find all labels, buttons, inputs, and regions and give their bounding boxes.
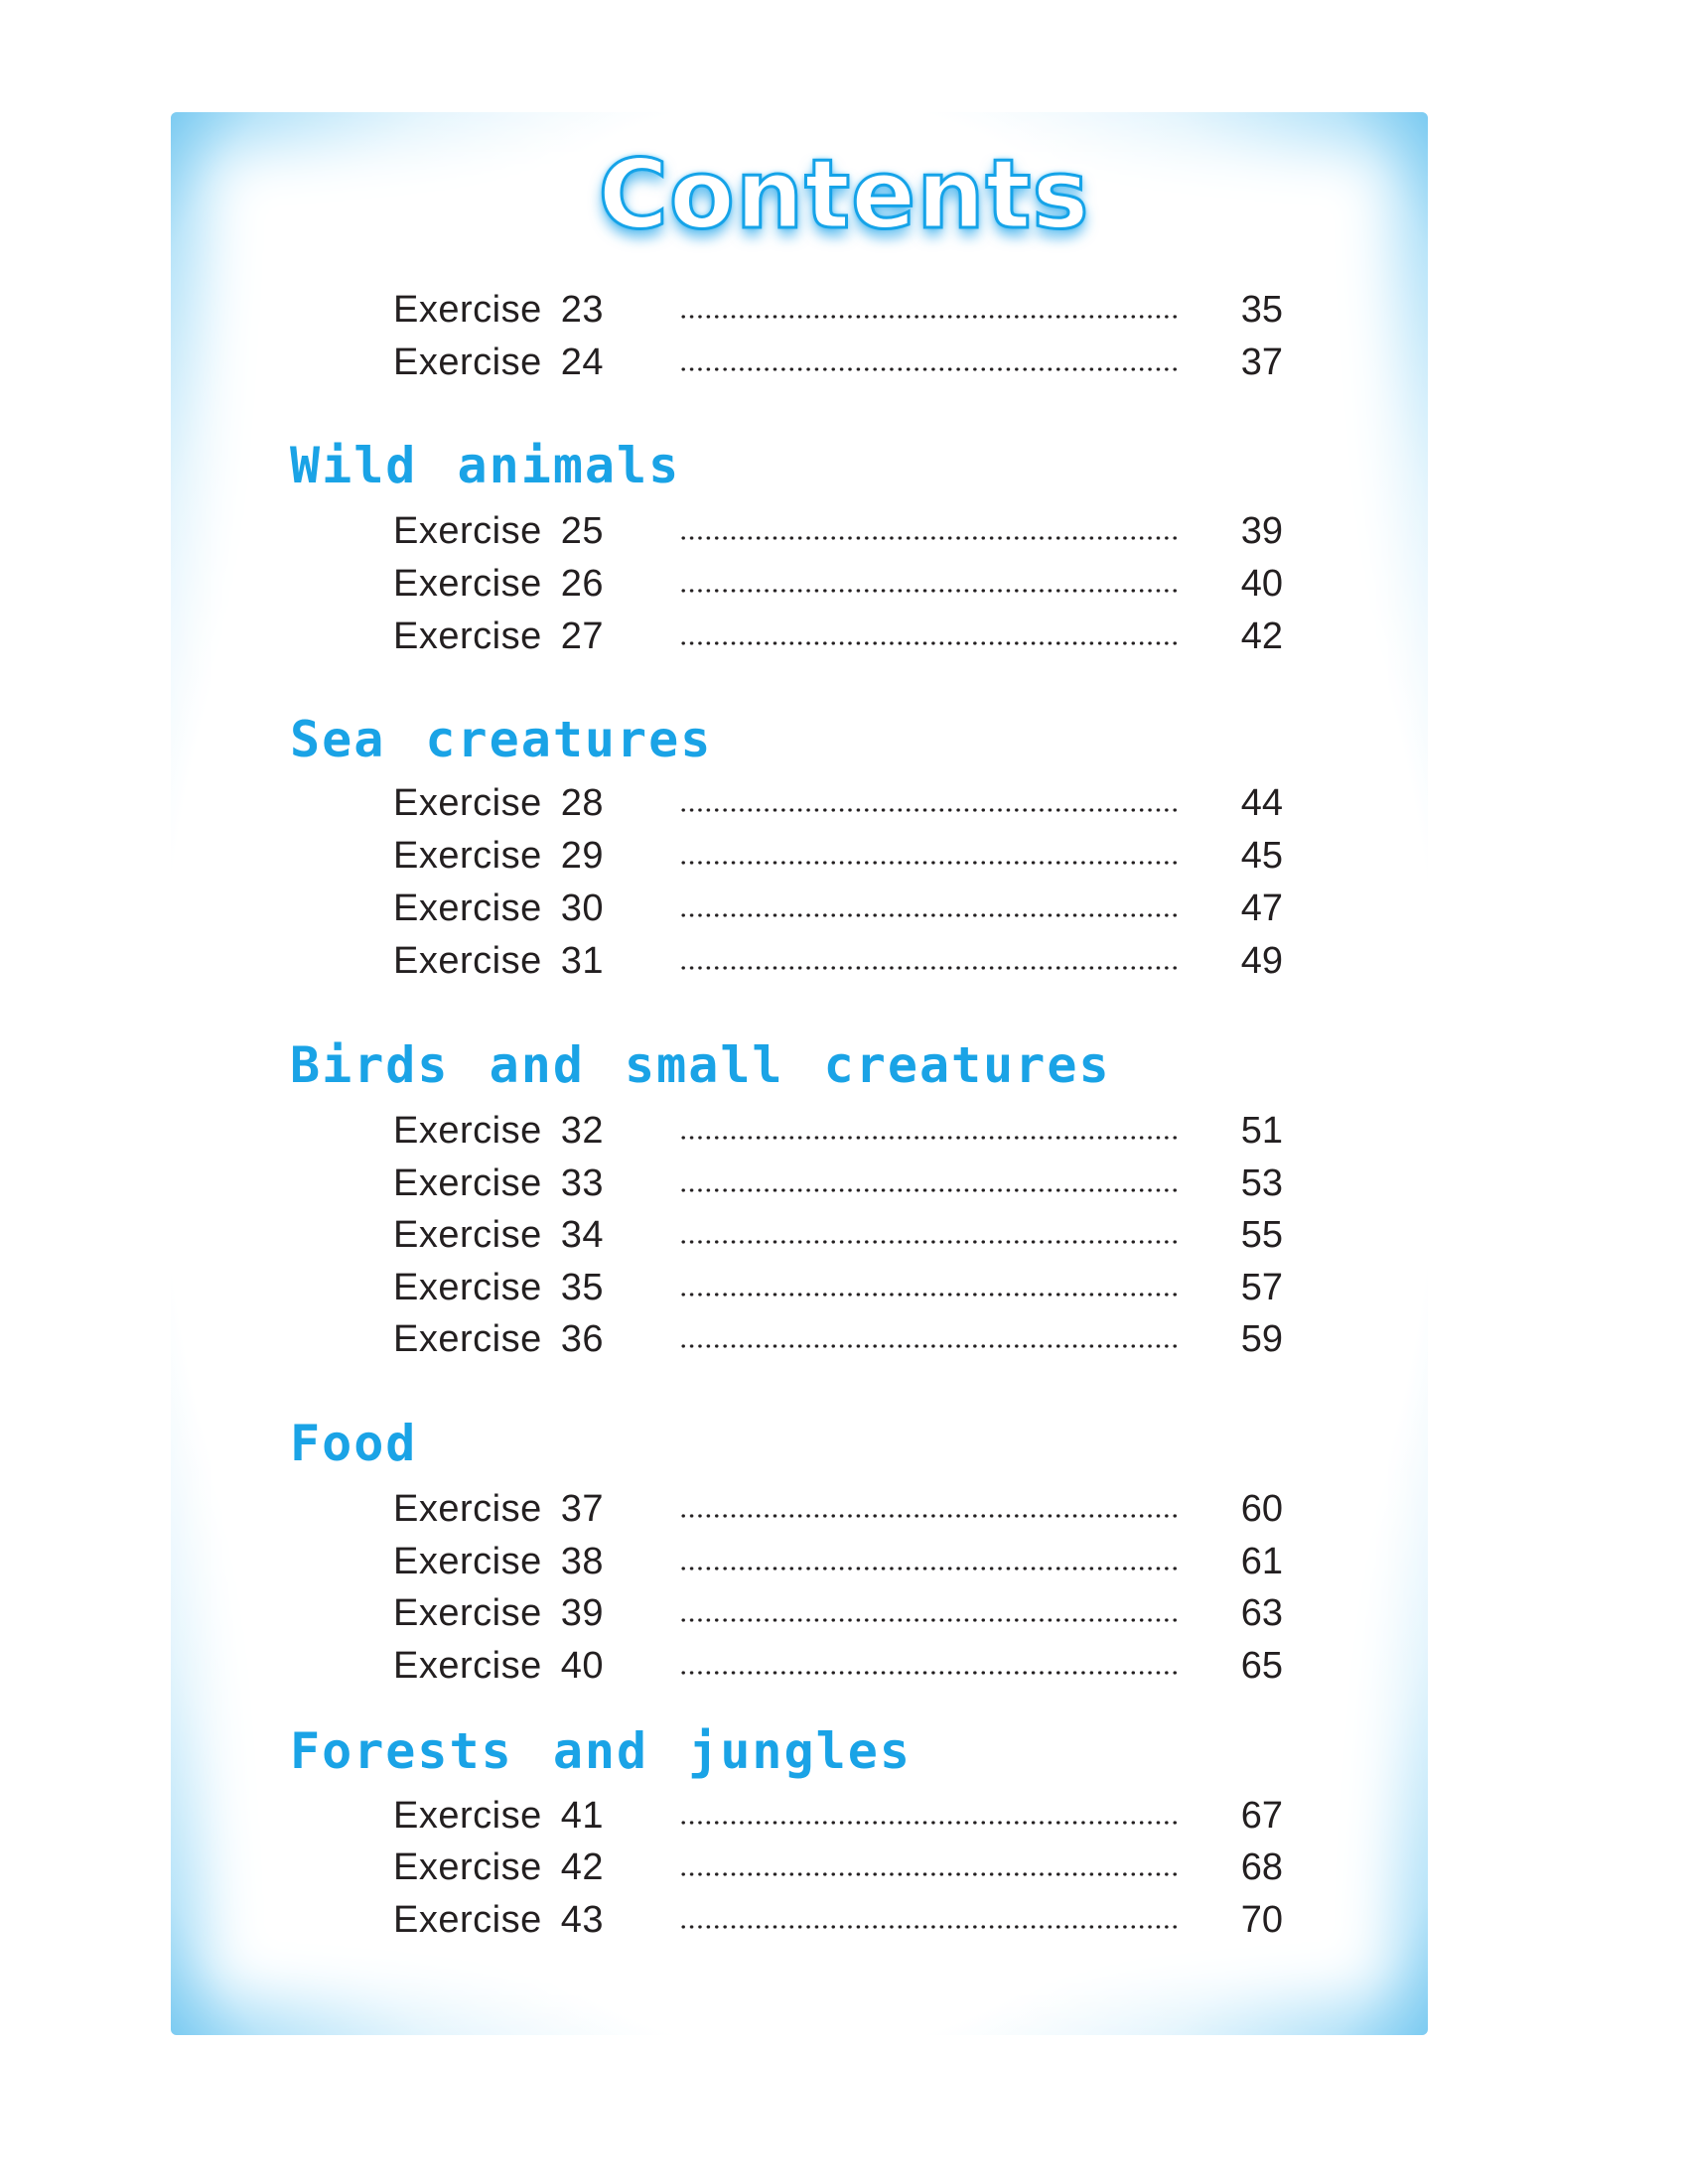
entry-page: 37 <box>1240 341 1283 383</box>
entry-label: Exercise 41 <box>393 1795 605 1837</box>
entry-page: 59 <box>1240 1318 1283 1360</box>
entry-page: 68 <box>1240 1846 1283 1888</box>
dot-leader <box>679 913 1180 917</box>
toc-entry[interactable] <box>393 1645 1287 1698</box>
toc-entry[interactable] <box>393 563 1287 615</box>
section-heading-food: Food <box>290 1415 418 1472</box>
section-heading-sea-creatures: Sea creatures <box>290 711 713 768</box>
toc-entry[interactable] <box>393 1488 1287 1541</box>
toc-entry[interactable] <box>393 1110 1287 1162</box>
entry-label: Exercise 42 <box>393 1846 605 1888</box>
dot-leader <box>679 966 1180 970</box>
entry-page: 67 <box>1240 1795 1283 1837</box>
entry-label: Exercise 35 <box>393 1267 605 1308</box>
toc-entry[interactable] <box>393 1267 1287 1319</box>
dot-leader <box>679 1514 1180 1518</box>
dot-leader <box>679 1136 1180 1140</box>
toc-entry[interactable] <box>393 341 1287 394</box>
dot-leader <box>679 589 1180 593</box>
entry-page: 40 <box>1240 563 1283 605</box>
entry-label: Exercise 27 <box>393 615 605 657</box>
entry-label: Exercise 33 <box>393 1162 605 1204</box>
dot-leader <box>679 641 1180 645</box>
dot-leader <box>679 315 1180 319</box>
entry-page: 70 <box>1240 1899 1283 1941</box>
toc-entry[interactable] <box>393 1795 1287 1847</box>
entry-label: Exercise 31 <box>393 940 605 982</box>
entry-page: 44 <box>1240 782 1283 824</box>
toc-entry[interactable] <box>393 1162 1287 1215</box>
dot-leader <box>679 1188 1180 1192</box>
dot-leader <box>679 1872 1180 1876</box>
toc-entry[interactable] <box>393 1541 1287 1593</box>
entry-label: Exercise 39 <box>393 1592 605 1634</box>
entry-label: Exercise 26 <box>393 563 605 605</box>
dot-leader <box>679 1567 1180 1570</box>
entry-label: Exercise 24 <box>393 341 605 383</box>
entry-label: Exercise 28 <box>393 782 605 824</box>
entry-label: Exercise 43 <box>393 1899 605 1941</box>
entry-label: Exercise 23 <box>393 289 605 331</box>
entry-page: 55 <box>1240 1214 1283 1256</box>
entry-label: Exercise 25 <box>393 510 605 552</box>
entry-page: 65 <box>1240 1645 1283 1687</box>
entry-page: 45 <box>1240 835 1283 877</box>
toc-entry[interactable] <box>393 1214 1287 1267</box>
dot-leader <box>679 1240 1180 1244</box>
toc-entry[interactable] <box>393 1846 1287 1899</box>
entry-page: 53 <box>1240 1162 1283 1204</box>
dot-leader <box>679 1618 1180 1622</box>
dot-leader <box>679 367 1180 371</box>
entry-label: Exercise 38 <box>393 1541 605 1582</box>
section-heading-wild-animals: Wild animals <box>290 437 681 494</box>
entry-label: Exercise 32 <box>393 1110 605 1152</box>
toc-entry[interactable] <box>393 615 1287 668</box>
entry-page: 49 <box>1240 940 1283 982</box>
dot-leader <box>679 1821 1180 1825</box>
dot-leader <box>679 536 1180 540</box>
dot-leader <box>679 1293 1180 1297</box>
toc-entry[interactable] <box>393 887 1287 940</box>
entry-page: 63 <box>1240 1592 1283 1634</box>
toc-entry[interactable] <box>393 1899 1287 1952</box>
entry-page: 39 <box>1240 510 1283 552</box>
entry-page: 61 <box>1240 1541 1283 1582</box>
page-title: Contents <box>598 139 1090 250</box>
entry-page: 35 <box>1240 289 1283 331</box>
entry-label: Exercise 40 <box>393 1645 605 1687</box>
entry-page: 60 <box>1240 1488 1283 1530</box>
toc-entry[interactable] <box>393 940 1287 993</box>
entry-label: Exercise 36 <box>393 1318 605 1360</box>
toc-entry[interactable] <box>393 835 1287 887</box>
entry-label: Exercise 30 <box>393 887 605 929</box>
section-heading-forests: Forests and jungles <box>290 1722 912 1780</box>
entry-page: 51 <box>1240 1110 1283 1152</box>
entry-page: 57 <box>1240 1267 1283 1308</box>
toc-entry[interactable] <box>393 782 1287 835</box>
dot-leader <box>679 861 1180 865</box>
entry-label: Exercise 37 <box>393 1488 605 1530</box>
section-heading-birds: Birds and small creatures <box>290 1036 1111 1094</box>
toc-entry[interactable] <box>393 1592 1287 1645</box>
entry-page: 42 <box>1240 615 1283 657</box>
toc-entry[interactable] <box>393 1318 1287 1371</box>
entry-label: Exercise 29 <box>393 835 605 877</box>
dot-leader <box>679 1671 1180 1675</box>
dot-leader <box>679 808 1180 812</box>
entry-label: Exercise 34 <box>393 1214 605 1256</box>
entry-page: 47 <box>1240 887 1283 929</box>
toc-entry[interactable] <box>393 289 1287 341</box>
dot-leader <box>679 1925 1180 1929</box>
toc-entry[interactable] <box>393 510 1287 563</box>
dot-leader <box>679 1344 1180 1348</box>
